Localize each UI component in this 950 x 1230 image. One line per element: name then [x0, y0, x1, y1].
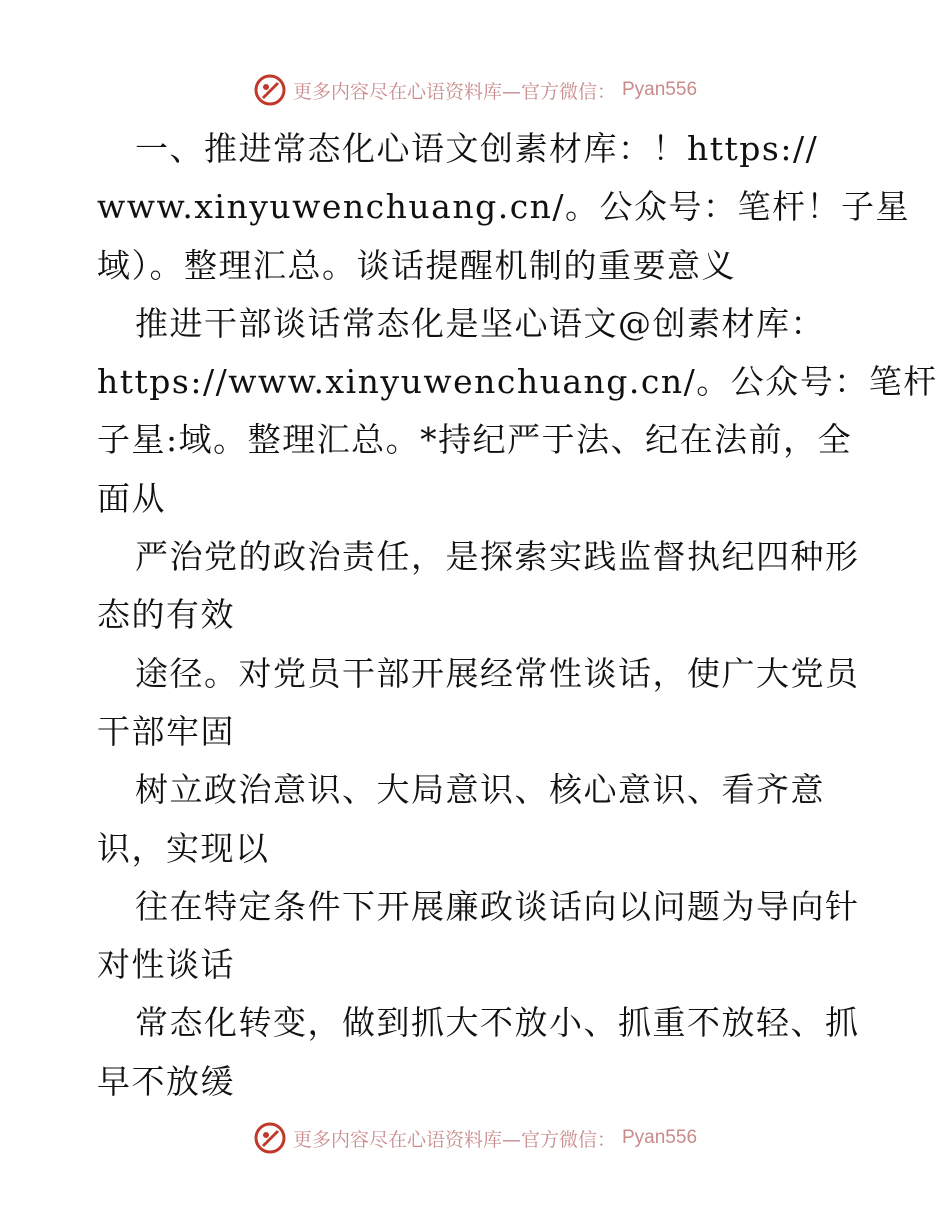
text-line: 往在特定条件下开展廉政谈话向以问题为导向针 [135, 886, 860, 926]
watermark-wechat-id: Pyan556 [622, 79, 698, 100]
text-line: 识，实现以 [97, 828, 270, 868]
quill-pen-logo-icon [253, 73, 287, 107]
watermark-text: 更多内容尽在心语资料库—官方微信： [292, 1128, 616, 1151]
text-line: 一、推进常态化心语文创素材库：！https:// [135, 129, 819, 168]
text-line: www.xinyuwenchuang.cn/。公众号：笔杆！子星 [97, 187, 911, 227]
quill-pen-logo-icon [253, 1121, 287, 1155]
text-line: 干部牢固 [97, 711, 235, 751]
text-line: 子星:域。整理汇总。*持纪严于法、纪在法前，全 [97, 420, 853, 460]
document-body [97, 120, 938, 1111]
text-line: 严治党的政治责任，是探索实践监督执纪四种形 [135, 537, 860, 577]
text-line: 推进干部谈话常态化是坚心语文@创素材库： [135, 303, 825, 343]
text-line: 态的有效 [97, 595, 235, 635]
text-line: 早不放缓 [97, 1061, 235, 1101]
footer-watermark [0, 1118, 950, 1158]
text-line: 对性谈话 [97, 945, 235, 985]
watermark-wechat-id: Pyan556 [622, 1127, 698, 1148]
text-line: 面从 [97, 478, 166, 518]
text-line: 途径。对党员干部开展经常性谈话，使广大党员 [135, 653, 860, 693]
header-watermark [0, 70, 950, 110]
watermark-text: 更多内容尽在心语资料库—官方微信： [292, 80, 616, 103]
text-line: https://www.xinyuwenchuang.cn/。公众号：笔杆 [97, 362, 938, 402]
text-line: 树立政治意识、大局意识、核心意识、看齐意 [135, 770, 825, 810]
text-line: 域）。整理汇总。谈话提醒机制的重要意义 [97, 245, 736, 285]
text-line: 常态化转变，做到抓大不放小、抓重不放轻、抓 [135, 1003, 860, 1043]
